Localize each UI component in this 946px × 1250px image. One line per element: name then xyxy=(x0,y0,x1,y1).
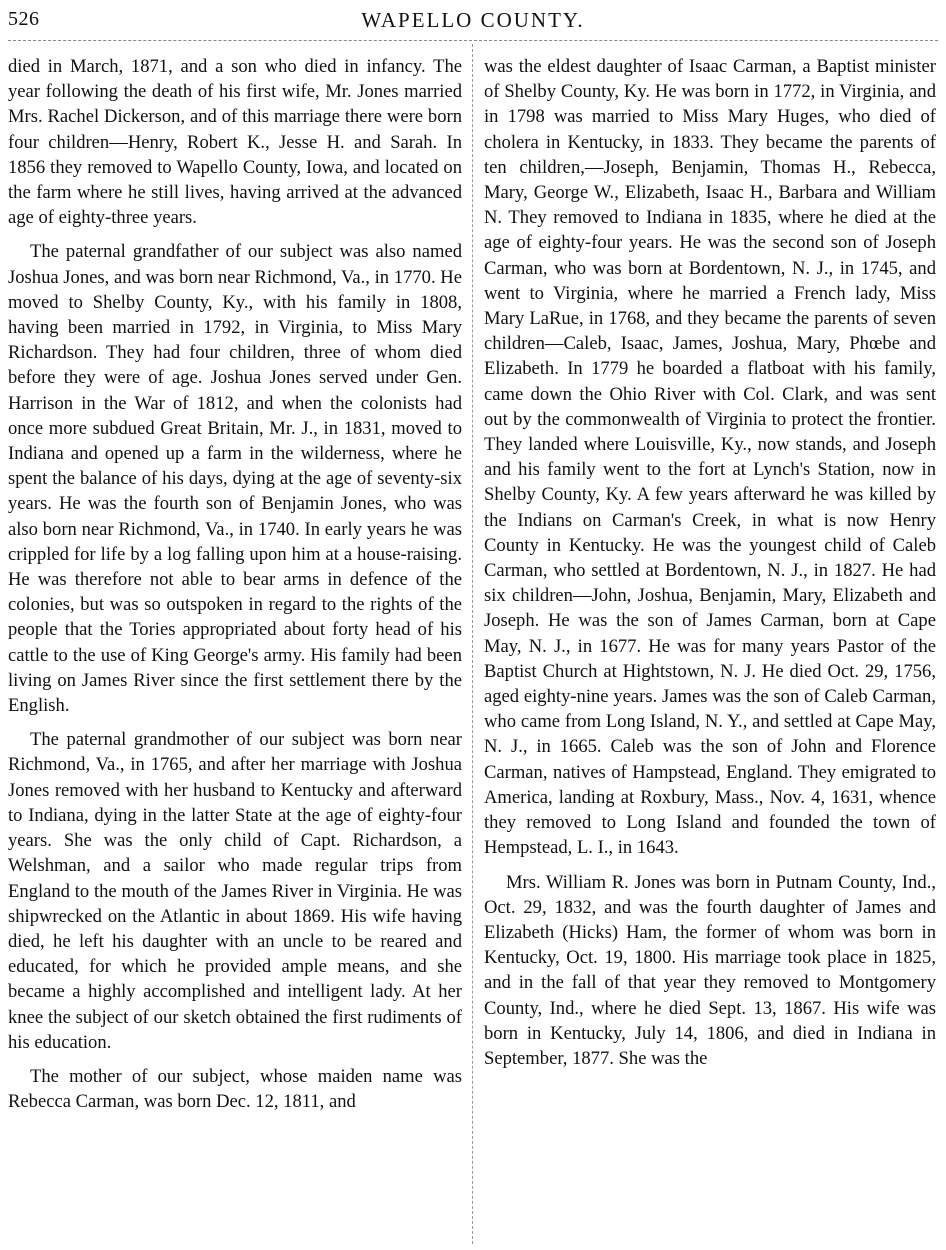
paragraph: died in March, 1871, and a son who died in infancy. The year following the death of his first wife, Mr. Jones married Mrs. Rachel Dickerson, and of this marriage there were born four children—Henry, Robert K., Jesse H. and Sarah. In 1856 they removed to Wapello County, Iowa, and located on the farm where he still lives, having arrived at the advanced age of eighty-three years. xyxy=(8,56,462,229)
left-column xyxy=(8,54,462,1123)
paragraph: The paternal grandfather of our subject was also named Joshua Jones, and was born near Richmond, Va., in 1770. He moved to Shelby County, Ky., with his family in 1808, having been married in 1792, in Virginia, to Miss Mary Richardson. They had four children, three of whom died before they were of age. Joshua Jones served under Gen. Harrison in the War of 1812, and when the colonists had once more subdued Great Britain, Mr. J., in 1831, moved to Indiana and opened up a farm in the wilderness, where he spent the balance of his days, dying at the age of seventy-six years. He was the fourth son of Benjamin Jones, who was also born near Richmond, Va., in 1740. In early years he was crippled for life by a log falling upon him at a house-raising. He was therefore not able to bear arms in defence of the colonies, but was so outspoken in regard to the rights of the people that the Tories appropriated about forty head of his cattle to the use of King George's army. His family had been living on James River since the first settlement there by the English. xyxy=(8,241,462,717)
paragraph: Mrs. William R. Jones was born in Putnam County, Ind., Oct. 29, 1832, and was the fourth daughter of James and Elizabeth (Hicks) Ham, the former of whom was born in Kentucky, Oct. 19, 1800. His marriage took place in 1825, and in the fall of that year they removed to Montgomery County, Ind., where he died Sept. 13, 1867. His wife was born in Kentucky, July 14, 1806, and died in Indiana in September, 1877. She was the xyxy=(484,871,936,1069)
header-rule xyxy=(8,40,938,41)
page-number: 526 xyxy=(8,8,40,30)
running-title: WAPELLO COUNTY. xyxy=(361,8,585,32)
page-header xyxy=(8,6,938,36)
column-divider xyxy=(472,44,473,1244)
paragraph: The mother of our subject, whose maiden name was Rebecca Carman, was born Dec. 12, 1811, and xyxy=(8,1065,462,1113)
paragraph: The paternal grandmother of our subject was born near Richmond, Va., in 1765, and after her marriage with Joshua Jones removed with her husband to Kentucky and afterward to Indiana, dying in the latter State at the age of eighty-four years. She was the only child of Capt. Richardson, a Welshman, and a sailor who made regular trips from England to the mouth of the James River in Virginia. He was shipwrecked on the Atlantic in about 1869. His wife having died, he left his daughter with an uncle to be reared and educated, for which he provided ample means, and she became a highly accomplished and intelligent lady. At her knee the subject of our sketch obtained the first rudiments of his education. xyxy=(8,729,462,1053)
paragraph: was the eldest daughter of Isaac Carman, a Baptist minister of Shelby County, Ky. He was born in 1772, in Virginia, and in 1798 was married to Miss Mary Huges, who died of cholera in Kentucky, in 1833. They became the parents of ten children,—Joseph, Benjamin, Thomas H., Rebecca, Mary, George W., Elizabeth, Isaac H., Barbara and William N. They removed to Indiana in 1835, where he died at the age of eighty-four years. He was the second son of Joseph Carman, who was born at Bordentown, N. J., in 1745, and went to Virginia, where he married a French lady, Miss Mary LaRue, in 1768, and they became the parents of seven children—Caleb, Isaac, James, Joshua, Mary, Phœbe and Elizabeth. In 1779 he boarded a flatboat with his family, came down the Ohio River with Col. Clark, and was sent out by the commonwealth of Virginia to protect the frontier. They landed where Louisville, Ky., now stands, and Joseph and his family went to the fort at Lynch's Station, now in Shelby County, Ky. A few years afterward he was killed by the Indians on Carman's Creek, in what is now Henry County in Kentucky. He was the youngest child of Caleb Carman, who settled at Bordentown, N. J., in 1827. He had six children—John, Joshua, Benjamin, Mary, Elizabeth and Joseph. He was the son of James Carman, born at Cape May, N. J., in 1677. He was for many years Pastor of the Baptist Church at Hightstown, N. J. He died Oct. 29, 1756, aged eighty-nine years. James was the son of Caleb Carman, who came from Long Island, N. Y., and settled at Cape May, N. J., in 1665. Caleb was the son of John and Florence Carman, natives of Hampstead, England. They emigrated to America, landing at Roxbury, Mass., Nov. 4, 1631, whence they removed to Long Island and founded the town of Hempstead, L. I., in 1643. xyxy=(484,56,936,859)
right-column xyxy=(484,54,936,1080)
